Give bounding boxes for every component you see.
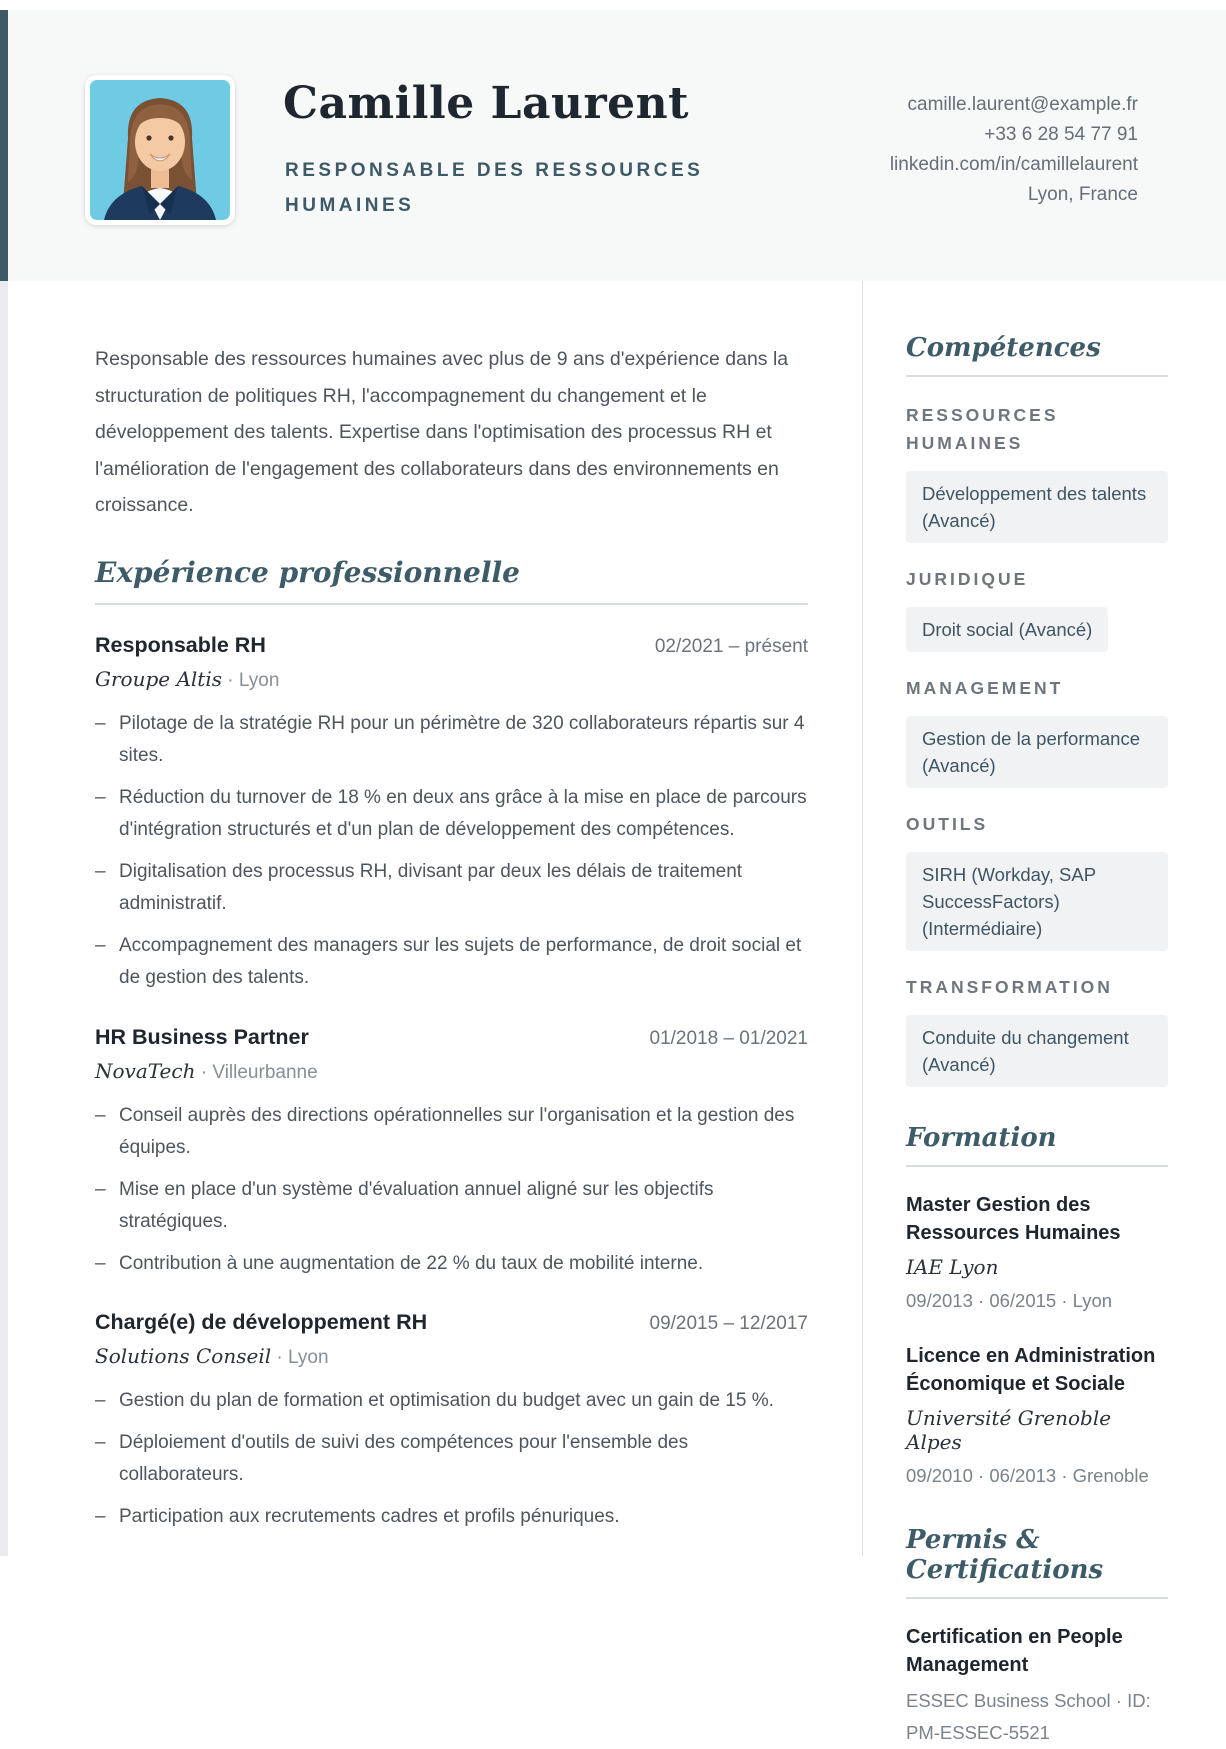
skill-category: TRANSFORMATION [906, 977, 1113, 997]
education-entry [906, 1342, 1168, 1489]
education-degree: Master Gestion des Ressources Humaines [906, 1194, 1121, 1244]
contact-email: camille.laurent@example.fr [907, 94, 1138, 115]
job-header [95, 1025, 808, 1050]
skill-group [906, 401, 1168, 543]
job-header [95, 633, 808, 658]
skill-category: JURIDIQUE [906, 569, 1029, 589]
contact-phone: +33 6 28 54 77 91 [984, 124, 1138, 145]
profile-photo [85, 75, 235, 225]
skill-chip: SIRH (Workday, SAP SuccessFactors) (Intermédiaire) [906, 852, 1168, 951]
job-company-line [95, 667, 808, 692]
separator-dot: · [227, 669, 234, 691]
candidate-name: Camille Laurent [283, 78, 689, 129]
job-bullet: – Digitalisation des processus RH, divisant par deux les délais de traitement administratif. [95, 856, 808, 921]
job-bullet: – Pilotage de la stratégie RH pour un périmètre de 320 collaborateurs répartis sur 4 sites. [95, 708, 808, 773]
skill-group [906, 674, 1168, 788]
skill-chip: Conduite du changement (Avancé) [906, 1015, 1168, 1087]
job-bullet: – Participation aux recrutements cadres et profils pénuriques. [95, 1501, 808, 1534]
education-section [906, 1123, 1168, 1489]
job-bullet: – Accompagnement des managers sur les sujets de performance, de droit social et de gestion des talents. [95, 930, 808, 995]
job-location: Lyon [288, 1347, 329, 1368]
job-bullet: – Réduction du turnover de 18 % en deux ans grâce à la mise en place de parcours d'intégration structurés et d'un plan de développement des compétences. [95, 782, 808, 847]
certifications-section-heading: Permis & Certifications [906, 1525, 1168, 1599]
job-bullet-list [95, 1385, 808, 1533]
experience-entry [95, 1310, 808, 1533]
job-title: HR Business Partner [95, 1024, 309, 1049]
experience-entry [95, 1025, 808, 1281]
education-entry [906, 1191, 1168, 1314]
sidebar-column [906, 281, 1168, 1743]
skill-group [906, 565, 1168, 652]
job-bullet: – Gestion du plan de formation et optimisation du budget avec un gain de 15 %. [95, 1385, 808, 1418]
certification-details: ESSEC Business School · ID: PM-ESSEC-5521 [906, 1690, 1151, 1743]
job-company-line [95, 1344, 808, 1369]
job-company: Groupe Altis [95, 666, 222, 691]
education-school: IAE Lyon [906, 1255, 999, 1279]
job-company-line [95, 1059, 808, 1084]
job-bullet: – Contribution à une augmentation de 22 % du taux de mobilité interne. [95, 1248, 808, 1281]
job-bullet: – Mise en place d'un système d'évaluation annuel aligné sur les objectifs stratégiques. [95, 1174, 808, 1239]
job-title: Responsable RH [95, 632, 266, 657]
certification-name: Certification en People Management [906, 1626, 1123, 1676]
contact-block [890, 90, 1138, 210]
job-header [95, 1310, 808, 1335]
job-dates: 02/2021 – présent [654, 635, 808, 657]
job-company: NovaTech [95, 1058, 196, 1083]
main-column [95, 281, 808, 1556]
job-bullet: – Déploiement d'outils de suivi des compétences pour l'ensemble des collaborateurs. [95, 1427, 808, 1492]
contact-linkedin: linkedin.com/in/camillelaurent [889, 154, 1138, 175]
skill-group [906, 973, 1168, 1087]
skill-group [906, 810, 1168, 951]
contact-location: Lyon, France [1027, 184, 1138, 205]
certifications-section [906, 1525, 1168, 1749]
resume-header [0, 10, 1226, 281]
job-location: Villeurbanne [212, 1061, 318, 1083]
education-degree: Licence en Administration Économique et Sociale [906, 1345, 1156, 1395]
candidate-job-title: RESPONSABLE DES RESSOURCES HUMAINES [285, 160, 704, 216]
job-location: Lyon [238, 669, 280, 691]
column-divider [862, 281, 863, 1556]
job-dates: 01/2018 – 01/2021 [649, 1027, 808, 1049]
skill-category: OUTILS [906, 814, 989, 834]
skill-chip: Droit social (Avancé) [906, 607, 1108, 652]
job-bullet-list [95, 708, 808, 995]
job-dates: 09/2015 – 12/2017 [649, 1313, 808, 1334]
job-title: Chargé(e) de développement RH [95, 1310, 428, 1334]
education-dates: 09/2010 · 06/2013 · Grenoble [906, 1465, 1149, 1486]
profile-summary: Responsable des ressources humaines avec plus de 9 ans d'expérience dans la structuration de politiques RH, l'accompagnement du changement et le développement des talents. Expertise dans l'optimisation des processus RH et l'amélioration de l'engagement des collaborateurs dans des environnements en croissance. [95, 348, 789, 516]
skill-chip: Gestion de la performance (Avancé) [906, 716, 1168, 788]
job-bullet: – Conseil auprès des directions opérationnelles sur l'organisation et la gestion des équipes. [95, 1100, 808, 1165]
profile-photo-illustration [90, 80, 230, 220]
education-school: Université Grenoble Alpes [906, 1406, 1112, 1454]
resume-body [0, 281, 1226, 1743]
skills-section-heading: Compétences [906, 333, 1168, 377]
separator-dot: · [276, 1347, 283, 1368]
job-bullet-list [95, 1100, 808, 1281]
experience-section-heading: Expérience professionnelle [95, 556, 808, 605]
skill-category: RESSOURCES HUMAINES [906, 405, 1059, 453]
skill-chip: Développement des talents (Avancé) [906, 471, 1168, 543]
experience-entry [95, 633, 808, 995]
job-company: Solutions Conseil [95, 1344, 272, 1368]
skill-category: MANAGEMENT [906, 678, 1064, 698]
education-section-heading: Formation [906, 1123, 1168, 1167]
certification-entry [906, 1623, 1168, 1749]
education-dates: 09/2013 · 06/2015 · Lyon [906, 1290, 1113, 1311]
separator-dot: · [200, 1061, 208, 1083]
